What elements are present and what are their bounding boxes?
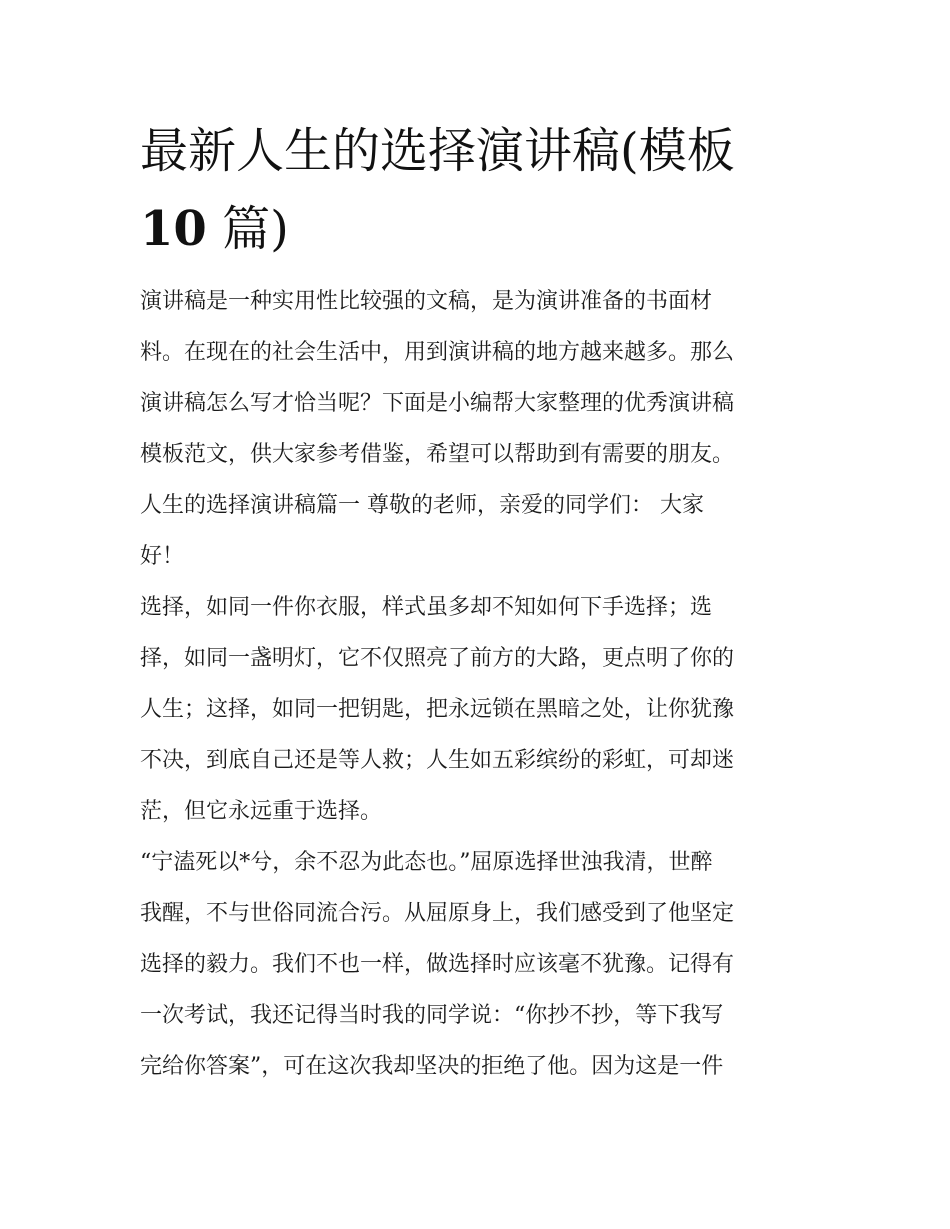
text-line: 一次考试，我还记得当时我的同学说：“你抄不抄，等下我写 (140, 1003, 724, 1028)
text-line: 人生的选择演讲稿篇一 尊敬的老师，亲爱的同学们： 大家 (140, 493, 704, 518)
text-line: 演讲稿怎么写才恰当呢？下面是小编帮大家整理的优秀演讲稿 (140, 391, 735, 416)
title-number: 10 (140, 201, 207, 257)
text-line: 完给你答案”，可在这次我却坚决的拒绝了他。因为这是一件 (140, 1054, 724, 1079)
body-text (140, 276, 815, 1092)
text-line: 料。在现在的社会生活中，用到演讲稿的地方越来越多。那么 (140, 340, 735, 365)
text-line: “宁溘死以*兮，余不忍为此态也。”屈原选择世浊我清，世醉 (140, 850, 713, 875)
title-text: 最新人生的选择演讲稿(模板 (140, 123, 735, 179)
text-line: 人生；这择，如同一把钥匙，把永远锁在黑暗之处，让你犹豫 (140, 697, 735, 722)
text-line: 我醒，不与世俗同流合污。从屈原身上，我们感受到了他坚定 (140, 901, 735, 926)
title-suffix: 篇) (222, 201, 289, 257)
text-line: 茫，但它永远重于选择。 (140, 799, 383, 824)
text-line: 模板范文，供大家参考借鉴，希望可以帮助到有需要的朋友。 (140, 442, 735, 467)
page-title (140, 112, 820, 268)
text-line: 择，如同一盏明灯，它不仅照亮了前方的大路，更点明了你的 (140, 646, 735, 671)
text-line: 选择的毅力。我们不也一样，做选择时应该毫不犹豫。记得有 (140, 952, 735, 977)
text-line: 不决，到底自己还是等人救；人生如五彩缤纷的彩虹，可却迷 (140, 748, 735, 773)
text-line: 好！ (140, 544, 185, 569)
text-line: 演讲稿是一种实用性比较强的文稿，是为演讲准备的书面材 (140, 289, 713, 314)
text-line: 选择，如同一件你衣服，样式虽多却不知如何下手选择；选 (140, 595, 713, 620)
